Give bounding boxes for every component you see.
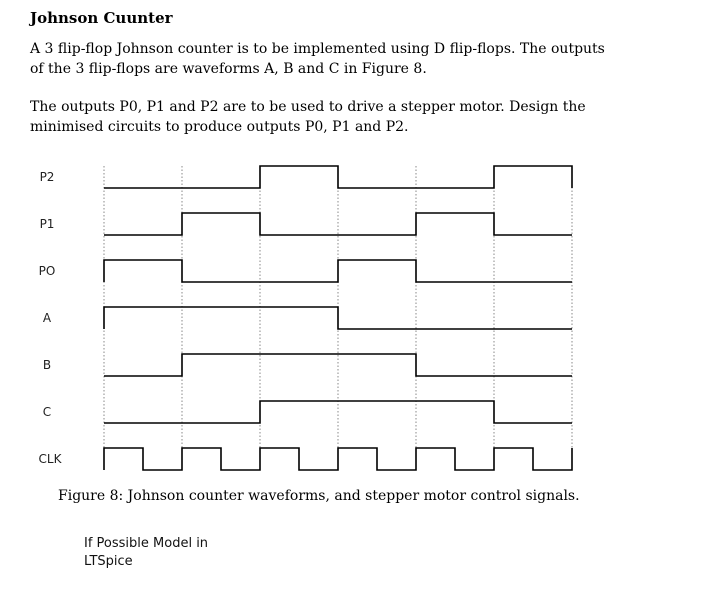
ltspice-note	[84, 535, 264, 571]
page-title: Johnson Cuunter	[30, 9, 173, 27]
waveform-po	[104, 260, 572, 282]
signal-label-a: A	[42, 311, 52, 325]
figure-caption: Figure 8: Johnson counter waveforms, and stepper motor control signals.	[58, 488, 580, 504]
signal-label-c: C	[42, 405, 52, 419]
signal-labels	[39, 170, 63, 466]
design-task-paragraph: The outputs P0, P1 and P2 are to be used to drive a stepper motor. Design the minimised circuits to produce outputs P0, P1 and P2.	[30, 99, 586, 135]
note-line-2: LTSpice	[84, 554, 133, 569]
waveform-clk	[104, 448, 572, 470]
note-line-1: If Possible Model in	[84, 536, 209, 551]
signal-label-clk: CLK	[38, 452, 62, 466]
waveform-a	[104, 307, 572, 329]
signal-label-po: PO	[38, 264, 56, 278]
waveform-p2	[104, 166, 572, 188]
intro-paragraph: A 3 flip-flop Johnson counter is to be implemented using D flip-flops. The outputs of the 3 flip-flops are waveforms A, B and C in Figure 8.	[30, 41, 605, 77]
signal-label-p1: P1	[39, 217, 55, 231]
waveform-diagram	[0, 150, 711, 480]
signal-label-p2: P2	[39, 170, 55, 184]
signal-label-b: B	[42, 358, 52, 372]
